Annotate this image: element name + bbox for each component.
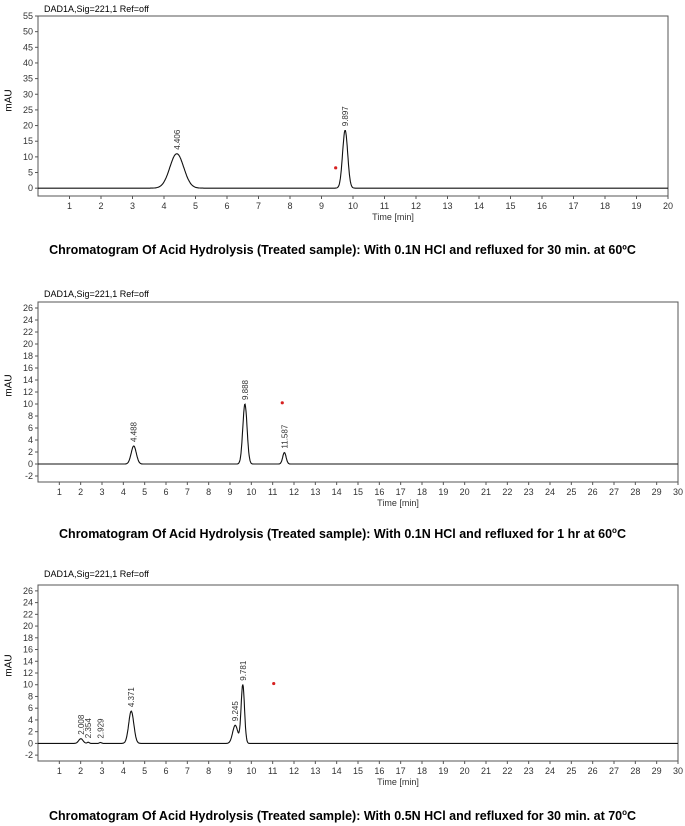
x-tick-label: 11 bbox=[267, 766, 278, 776]
y-tick-label: 20 bbox=[22, 621, 33, 632]
y-tick-label: 30 bbox=[22, 89, 33, 100]
y-axis-label: mAU bbox=[3, 89, 15, 112]
y-tick-label: 50 bbox=[22, 26, 33, 37]
x-tick-label: 12 bbox=[288, 487, 300, 497]
y-tick-label: 0 bbox=[27, 459, 33, 469]
peak-label: 2.008 bbox=[76, 714, 86, 735]
peak-label: 4.371 bbox=[127, 687, 137, 708]
y-tick-label: 26 bbox=[22, 303, 33, 313]
y-tick-label: 2 bbox=[27, 447, 33, 457]
y-tick-label: 6 bbox=[27, 423, 33, 433]
x-tick-label: 19 bbox=[438, 487, 449, 497]
signal-label: DAD1A,Sig=221,1 Ref=off bbox=[44, 289, 149, 299]
y-tick-label: 15 bbox=[22, 136, 33, 147]
y-tick-label: 6 bbox=[27, 703, 33, 714]
peak-label: 9.245 bbox=[231, 701, 241, 722]
x-tick-label: 28 bbox=[630, 487, 641, 497]
x-tick-label: 17 bbox=[568, 201, 579, 211]
x-tick-label: 19 bbox=[438, 766, 449, 776]
y-tick-label: 20 bbox=[22, 120, 33, 131]
peak-label: 9.781 bbox=[238, 660, 248, 681]
red-marker bbox=[281, 401, 284, 404]
x-tick-label: 20 bbox=[459, 766, 470, 776]
x-axis-label: Time [min] bbox=[372, 212, 414, 222]
x-tick-label: 16 bbox=[374, 487, 385, 497]
x-tick-label: 15 bbox=[352, 766, 364, 776]
y-tick-label: 26 bbox=[22, 585, 33, 596]
y-tick-label: 10 bbox=[22, 151, 33, 162]
y-tick-label: 35 bbox=[22, 73, 33, 84]
x-tick-label: 13 bbox=[310, 766, 321, 776]
x-tick-label: 27 bbox=[608, 766, 620, 776]
caption-degree-mark: o bbox=[612, 526, 617, 535]
y-axis-label: mAU bbox=[3, 654, 15, 677]
y-tick-label: 24 bbox=[22, 315, 33, 325]
caption-degree-mark: o bbox=[622, 808, 628, 817]
x-tick-label: 23 bbox=[523, 487, 534, 497]
chromatogram-chart-3 bbox=[0, 565, 685, 790]
y-tick-label: 14 bbox=[22, 375, 33, 385]
x-tick-label: 8 bbox=[206, 487, 212, 497]
x-tick-label: 14 bbox=[331, 766, 342, 776]
chromatogram-chart-1 bbox=[0, 0, 685, 225]
y-tick-label: 12 bbox=[22, 387, 33, 397]
x-tick-label: 1 bbox=[66, 201, 73, 211]
x-tick-label: 13 bbox=[310, 487, 321, 497]
x-tick-label: 16 bbox=[374, 766, 385, 776]
y-tick-label: -2 bbox=[24, 750, 33, 761]
x-tick-label: 30 bbox=[672, 766, 684, 776]
x-tick-label: 12 bbox=[410, 201, 422, 211]
x-tick-label: 28 bbox=[630, 766, 641, 776]
y-tick-label: 14 bbox=[22, 656, 33, 667]
x-tick-label: 6 bbox=[163, 487, 169, 497]
x-tick-label: 25 bbox=[566, 766, 577, 776]
x-tick-label: 7 bbox=[184, 487, 190, 497]
x-tick-label: 16 bbox=[536, 201, 548, 211]
chromatogram-panel-1 bbox=[0, 0, 685, 270]
x-tick-label: 7 bbox=[184, 766, 190, 776]
x-tick-label: 5 bbox=[142, 487, 148, 497]
y-tick-label: 4 bbox=[27, 714, 33, 725]
x-tick-label: 2 bbox=[98, 201, 104, 211]
x-tick-label: 2 bbox=[78, 487, 84, 497]
x-tick-label: 4 bbox=[120, 766, 126, 776]
x-tick-label: 11 bbox=[267, 487, 278, 497]
x-tick-label: 4 bbox=[161, 201, 167, 211]
x-tick-label: 26 bbox=[587, 487, 598, 497]
y-tick-label: 22 bbox=[22, 327, 33, 337]
chromatogram-panel-2 bbox=[0, 285, 685, 545]
x-tick-label: 5 bbox=[142, 766, 148, 776]
signal-label: DAD1A,Sig=221,1 Ref=off bbox=[44, 4, 149, 14]
y-tick-label: 18 bbox=[22, 632, 33, 643]
y-tick-label: 8 bbox=[27, 411, 33, 421]
y-tick-label: -2 bbox=[24, 471, 33, 481]
x-tick-label: 14 bbox=[473, 201, 485, 211]
x-tick-label: 29 bbox=[651, 766, 662, 776]
x-tick-label: 25 bbox=[566, 487, 577, 497]
chart-caption bbox=[0, 808, 685, 823]
x-tick-label: 19 bbox=[631, 201, 642, 211]
x-tick-label: 2 bbox=[78, 766, 84, 776]
y-tick-label: 8 bbox=[27, 691, 33, 702]
plot-frame bbox=[38, 16, 668, 196]
y-tick-label: 25 bbox=[22, 104, 33, 115]
y-tick-label: 24 bbox=[22, 597, 33, 608]
caption-text: Chromatogram Of Acid Hydrolysis (Treated sample): With 0.5N HCl and refluxed for 30 min. at 70 bbox=[48, 809, 623, 824]
peak-label: 9.897 bbox=[341, 106, 351, 127]
x-tick-label: 8 bbox=[287, 201, 293, 211]
plot-frame bbox=[38, 585, 678, 761]
x-tick-label: 1 bbox=[56, 766, 62, 776]
x-tick-label: 27 bbox=[608, 487, 620, 497]
x-tick-label: 30 bbox=[672, 487, 684, 497]
x-tick-label: 18 bbox=[416, 487, 428, 497]
x-tick-label: 6 bbox=[163, 766, 169, 776]
x-tick-label: 6 bbox=[224, 201, 230, 211]
x-tick-label: 29 bbox=[651, 487, 662, 497]
y-tick-label: 16 bbox=[22, 644, 33, 655]
x-tick-label: 26 bbox=[587, 766, 598, 776]
chromatogram-chart-2 bbox=[0, 285, 685, 510]
red-marker bbox=[334, 166, 337, 169]
x-tick-label: 14 bbox=[331, 487, 342, 497]
y-tick-label: 16 bbox=[22, 363, 33, 373]
y-tick-label: 40 bbox=[22, 57, 33, 68]
y-tick-label: 10 bbox=[22, 679, 33, 690]
x-tick-label: 1 bbox=[56, 487, 62, 497]
red-marker bbox=[272, 682, 275, 685]
x-tick-label: 21 bbox=[480, 487, 492, 497]
caption-unit: C bbox=[616, 527, 626, 542]
x-tick-label: 7 bbox=[255, 201, 262, 211]
x-tick-label: 22 bbox=[502, 487, 513, 497]
peak-label: 4.488 bbox=[129, 421, 139, 442]
y-tick-label: 55 bbox=[22, 11, 33, 21]
x-tick-label: 20 bbox=[662, 201, 674, 211]
y-tick-label: 2 bbox=[27, 726, 33, 737]
y-tick-label: 10 bbox=[22, 399, 33, 409]
x-tick-label: 5 bbox=[192, 201, 199, 211]
x-tick-label: 9 bbox=[227, 766, 233, 776]
x-tick-label: 4 bbox=[120, 487, 126, 497]
x-tick-label: 8 bbox=[206, 766, 212, 776]
x-tick-label: 13 bbox=[442, 201, 453, 211]
caption-text: Chromatogram Of Acid Hydrolysis (Treated sample): With 0.1N HCl and refluxed for 1 hr at 60 bbox=[59, 527, 613, 542]
y-tick-label: 45 bbox=[22, 42, 33, 53]
chart-caption bbox=[0, 526, 685, 541]
chromatogram-trace bbox=[38, 131, 668, 189]
y-tick-label: 5 bbox=[27, 167, 33, 178]
y-tick-label: 20 bbox=[22, 339, 33, 349]
x-tick-label: 11 bbox=[379, 201, 390, 211]
peak-label: 2.929 bbox=[96, 718, 106, 739]
x-tick-label: 18 bbox=[599, 201, 611, 211]
y-axis-label: mAU bbox=[3, 374, 15, 397]
y-tick-label: 12 bbox=[22, 668, 33, 678]
plot-frame bbox=[38, 302, 678, 482]
x-tick-label: 3 bbox=[99, 766, 105, 776]
y-tick-label: 0 bbox=[27, 183, 33, 194]
x-tick-label: 3 bbox=[99, 487, 105, 497]
x-axis-label: Time [min] bbox=[377, 498, 419, 508]
x-axis-label: Time [min] bbox=[377, 777, 419, 787]
x-tick-label: 24 bbox=[544, 766, 556, 776]
chromatogram-panel-3 bbox=[0, 565, 685, 826]
y-tick-label: 0 bbox=[27, 738, 33, 749]
y-tick-label: 22 bbox=[22, 609, 33, 620]
x-tick-label: 15 bbox=[352, 487, 364, 497]
x-tick-label: 9 bbox=[318, 201, 325, 211]
x-tick-label: 10 bbox=[246, 766, 257, 776]
chart-caption: Chromatogram Of Acid Hydrolysis (Treated sample): With 0.1N HCl and refluxed for 30 min. at 60ºC bbox=[49, 243, 636, 257]
peak-label: 4.406 bbox=[172, 129, 182, 150]
y-tick-label: 18 bbox=[22, 351, 33, 361]
peak-label: 9.888 bbox=[240, 379, 250, 400]
signal-label: DAD1A,Sig=221,1 Ref=off bbox=[44, 569, 149, 579]
x-tick-label: 3 bbox=[129, 201, 136, 211]
x-tick-label: 17 bbox=[395, 766, 406, 776]
x-tick-label: 12 bbox=[288, 766, 300, 776]
x-tick-label: 21 bbox=[480, 766, 492, 776]
x-tick-label: 22 bbox=[502, 766, 513, 776]
x-tick-label: 17 bbox=[395, 487, 406, 497]
x-tick-label: 18 bbox=[416, 766, 428, 776]
caption-unit: C bbox=[627, 809, 637, 824]
x-tick-label: 24 bbox=[544, 487, 556, 497]
x-tick-label: 23 bbox=[523, 766, 534, 776]
x-tick-label: 10 bbox=[246, 487, 257, 497]
x-tick-label: 9 bbox=[227, 487, 233, 497]
x-tick-label: 20 bbox=[459, 487, 470, 497]
peak-label: 11.587 bbox=[280, 424, 290, 449]
x-tick-label: 10 bbox=[347, 201, 359, 211]
x-tick-label: 15 bbox=[505, 201, 516, 211]
peak-label: 2.354 bbox=[84, 718, 94, 739]
y-tick-label: 4 bbox=[27, 435, 33, 445]
